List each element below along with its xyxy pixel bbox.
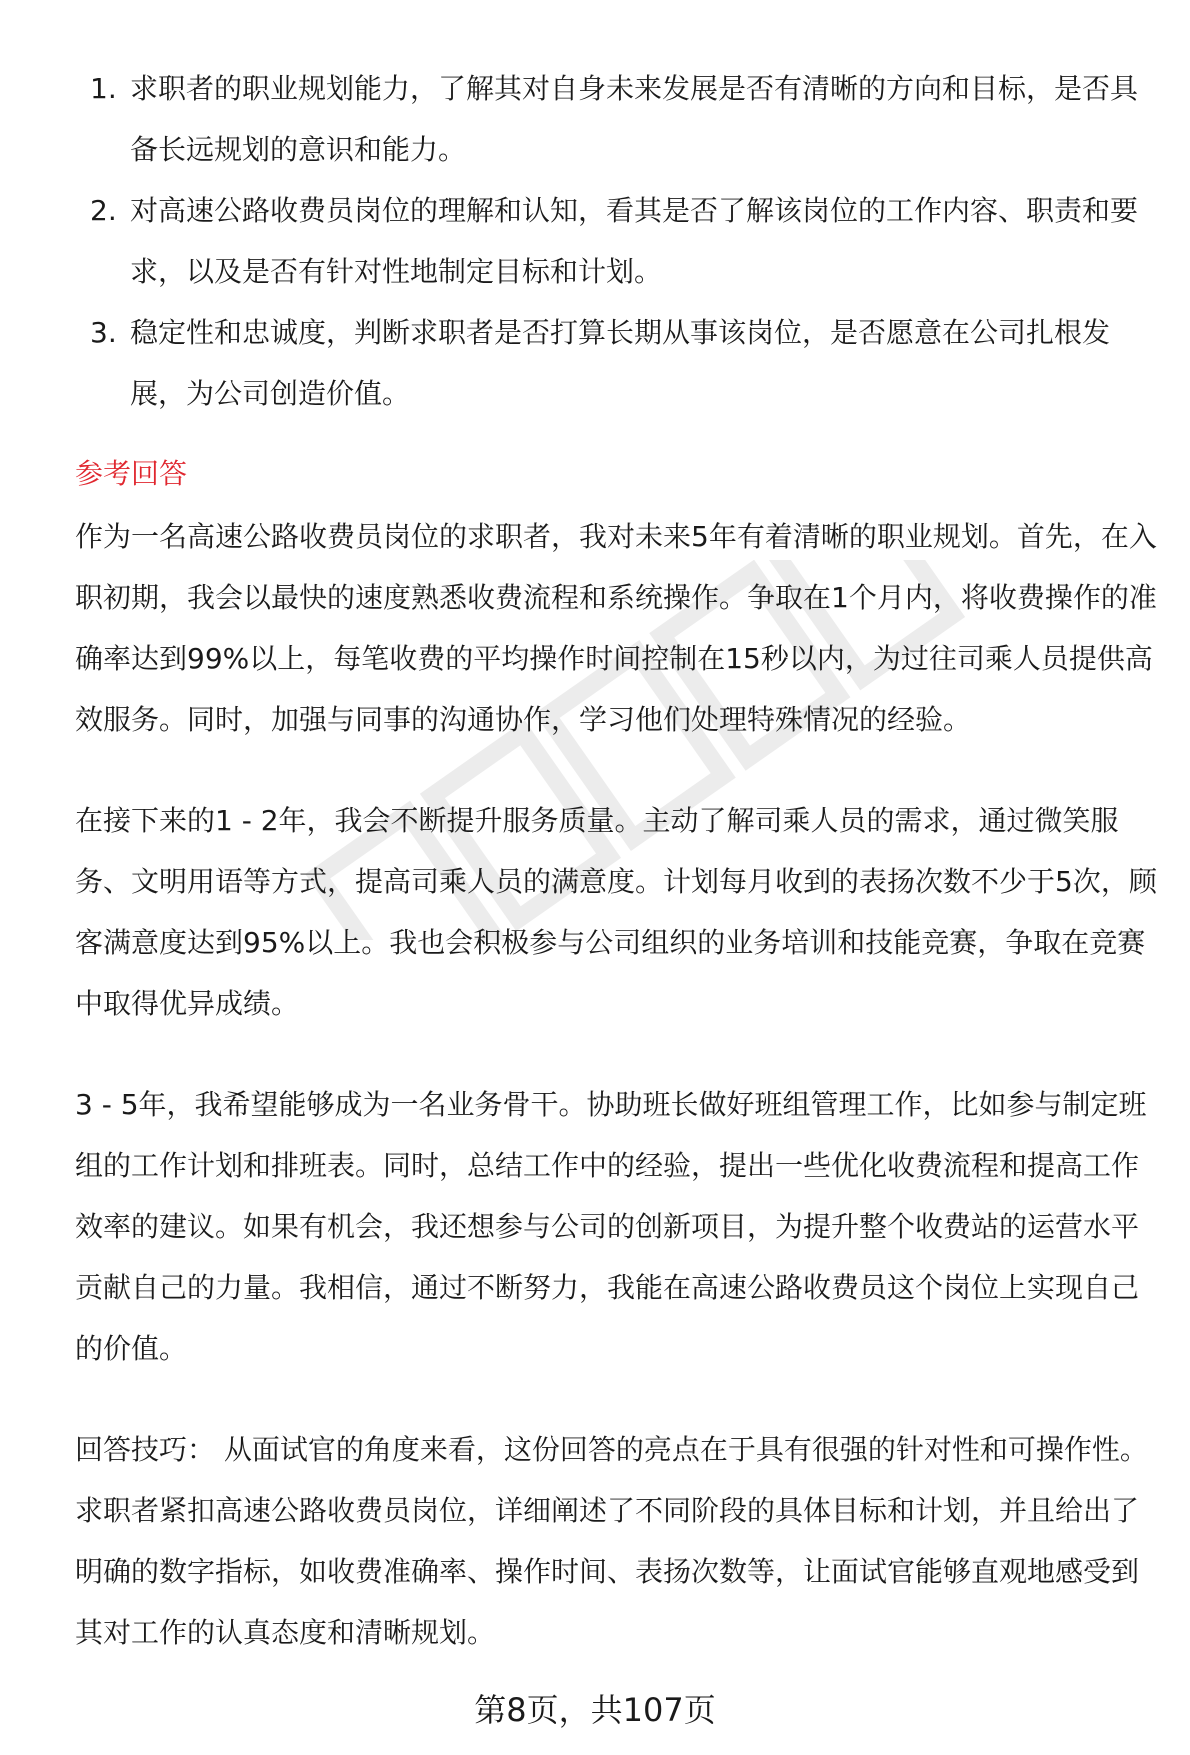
answer-tips-paragraph: 回答技巧： 从面试官的角度来看，这份回答的亮点在于具有很强的针对性和可操作性。求职者紧扣高速公路收费员岗位，详细阐述了不同阶段的具体目标和计划，并且给出了明确的数字指标，如收费准确率、操作时间、表扬次数等，让面试官能够直观地感受到其对工作的认真态度和清晰规划。 [75, 1433, 1148, 1649]
reference-answer-heading: 参考回答 [75, 457, 188, 490]
answer-paragraph: 3 - 5年，我希望能够成为一名业务骨干。协助班长做好班组管理工作，比如参与制定班组的工作计划和排班表。同时，总结工作中的经验，提出一些优化收费流程和提高工作效率的建议。如果有机会，我还想参与公司的创新项目，为提升整个收费站的运营水平贡献自己的力量。我相信，通过不断努力，我能在高速公路收费员这个岗位上实现自己的价值。 [75, 1088, 1147, 1365]
list-item-text: 稳定性和忠诚度，判断求职者是否打算长期从事该岗位，是否愿意在公司扎根发展，为公司创造价值。 [130, 316, 1111, 410]
list-item [75, 302, 1160, 424]
page-number-footer: 第8页，共107页 [474, 1691, 716, 1729]
list-item-number: 2. [90, 194, 117, 227]
list-item [75, 180, 1160, 302]
list-item-number: 1. [90, 72, 117, 105]
answer-paragraph: 在接下来的1 - 2年，我会不断提升服务质量。主动了解司乘人员的需求，通过微笑服务、文明用语等方式，提高司乘人员的满意度。计划每月收到的表扬次数不少于5次，顾客满意度达到95%以上。我也会积极参与公司组织的业务培训和技能竞赛，争取在竞赛中取得优异成绩。 [75, 804, 1157, 1020]
list-item-text: 对高速公路收费员岗位的理解和认知，看其是否了解该岗位的工作内容、职责和要求，以及是否有针对性地制定目标和计划。 [130, 194, 1139, 288]
list-item-number: 3. [90, 316, 117, 349]
list-item [75, 58, 1160, 180]
main-content [75, 58, 1160, 1663]
list-item-text: 求职者的职业规划能力，了解其对自身未来发展是否有清晰的方向和目标，是否具备长远规划的意识和能力。 [130, 72, 1139, 166]
evaluation-points-list [75, 58, 1160, 424]
answer-paragraph: 作为一名高速公路收费员岗位的求职者，我对未来5年有着清晰的职业规划。首先，在入职初期，我会以最快的速度熟悉收费流程和系统操作。争取在1个月内，将收费操作的准确率达到99%以上，每笔收费的平均操作时间控制在15秒以内，为过往司乘人员提供高效服务。同时，加强与同事的沟通协作，学习他们处理特殊情况的经验。 [75, 520, 1157, 736]
